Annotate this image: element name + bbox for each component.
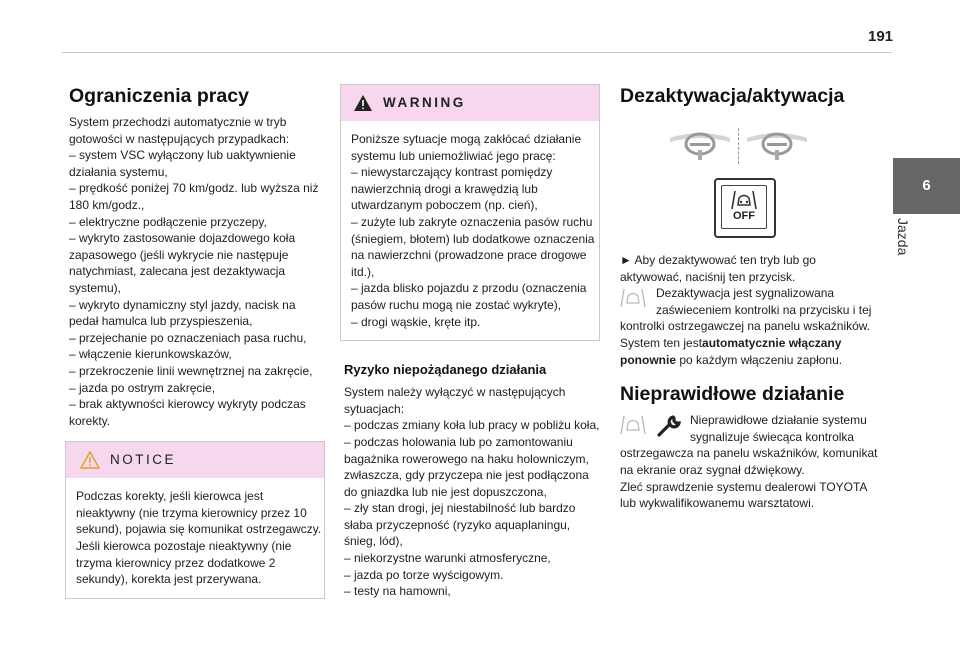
indicator-note: Dezaktywacja jest sygnalizowana zaświeceniem kontrolki na przycisku i tej kontrolki ostrzegawczej na panelu wskaźników. System ten jestautomatycznie włączany ponownie po każdym włączeniu zapłonu. xyxy=(620,286,872,367)
notice-box xyxy=(65,441,325,599)
steering-wheel-icon xyxy=(745,126,809,167)
notice-body: Podczas korekty, jeśli kierowca jest nieaktywny (nie trzyma kierownicy przez 10 sekund), pojawia się komunikat ostrzegawczy. Jeśli kierowca pozostaje nieaktywny (nie trzyma kierownicy przez dodatkowe 2 sekundy), korekta jest przerywana. xyxy=(76,489,322,587)
column-warning xyxy=(344,84,606,600)
notice-label: NOTICE xyxy=(110,451,177,467)
unwanted-operation-paragraph: System należy wyłączyć w następujących sytuacjach: – podczas zmiany koła lub pracy w pobliżu koła, – podczas holowania lub po zamontowaniu bagażnika rowerowego na haku holowniczym, zwłaszcza, gdy przyczepa nie jest podłączona do gniazdka lub nie jest dopuszczona, – zły stan drogi, jej niestabilność lub bardzo słaba przyczepność (ryzyko aquaplaningu, śnieg, lód), – niekorzystne warunki atmosferyczne, – jazda po torze wyścigowym. – testy na hamowni, xyxy=(344,385,600,599)
wrench-icon xyxy=(656,414,682,443)
limitations-paragraph: System przechodzi automatycznie w tryb gotowości w następujących przypadkach: – system VSC wyłączony lub uaktywnienie działania systemu, – prędkość poniżej 70 km/godz. lub wyższa niż 180 km/godz., – elektryczne podłączenie przyczepy, – wykryto zastosowanie dojazdowego koła zapasowego (jeśli wykrycie nie następuje natychmiast, zalecana jest dezaktywacja systemu), – wykryto dynamiczny styl jazdy, nacisk na pedał hamulca lub przyspieszenia, – przejechanie po oznaczeniach pasa ruchu, – włączenie kierunkowskazów, – przekroczenie linii wewnętrznej na zakręcie, – jazda po ostrym zakręcie, – brak aktywności kierowcy wykryty podczas korekty. xyxy=(69,115,319,428)
warning-header xyxy=(341,85,599,121)
section-title-deactivation: Dezaktywacja/aktywacja xyxy=(620,85,845,107)
section-title-malfunction: Nieprawidłowe działanie xyxy=(620,383,845,406)
warning-triangle-icon xyxy=(353,94,373,112)
malfunction-note: Nieprawidłowe działanie systemu sygnalizuje świecąca kontrolka ostrzegawcza na panelu wskaźników, komunikat na ekranie oraz sygnał dźwiękowy. Zleć sprawdzenie systemu dealerowi TOYOTA lub wykwalifikowanemu warsztatowi. xyxy=(620,413,878,511)
off-button-face xyxy=(721,185,767,229)
figure-divider xyxy=(738,128,739,164)
page-number: 191 xyxy=(868,28,894,45)
header-divider xyxy=(62,52,892,53)
column-limitations xyxy=(69,84,331,599)
off-label: OFF xyxy=(733,210,755,223)
section-title-unwanted-operation: Ryzyko niepożądanego działania xyxy=(344,362,547,378)
steering-wheel-icon xyxy=(668,126,732,167)
deactivation-step: ► Aby dezaktywować ten tryb lub go aktywować, naciśnij ten przycisk. xyxy=(620,253,816,284)
notice-header xyxy=(66,442,324,478)
warning-body: Poniższe sytuacje mogą zakłócać działanie systemu lub uniemożliwiać jego pracę: – niewystarczający kontrast pomiędzy nawierzchnią drogi a krawędzią lub utwardzanym poboczem (np. cień), – zużyte lub zakryte oznaczenia pasów ruchu (śniegiem, błotem) lub dodatkowe oznaczenia na nawierzchni (prowadzone prace drogowe itd.), – jazda blisko pojazdu z przodu (oznaczenia pasów ruchu mogą nie zostać wykryte), – drogi wąskie, kręte itp. xyxy=(351,132,595,329)
chapter-tab[interactable]: 6 xyxy=(893,158,960,214)
lane-departure-icon xyxy=(620,414,646,441)
column-deactivation xyxy=(620,84,882,512)
warning-triangle-icon xyxy=(80,451,100,469)
steering-wheel-figure xyxy=(668,126,882,166)
chapter-label: Jazda xyxy=(895,218,911,256)
warning-label: WARNING xyxy=(383,94,466,110)
section-title-limitations: Ograniczenia pracy xyxy=(69,85,249,107)
lane-departure-icon xyxy=(620,287,646,314)
lane-assist-off-button[interactable] xyxy=(714,178,776,238)
warning-box xyxy=(340,84,600,341)
